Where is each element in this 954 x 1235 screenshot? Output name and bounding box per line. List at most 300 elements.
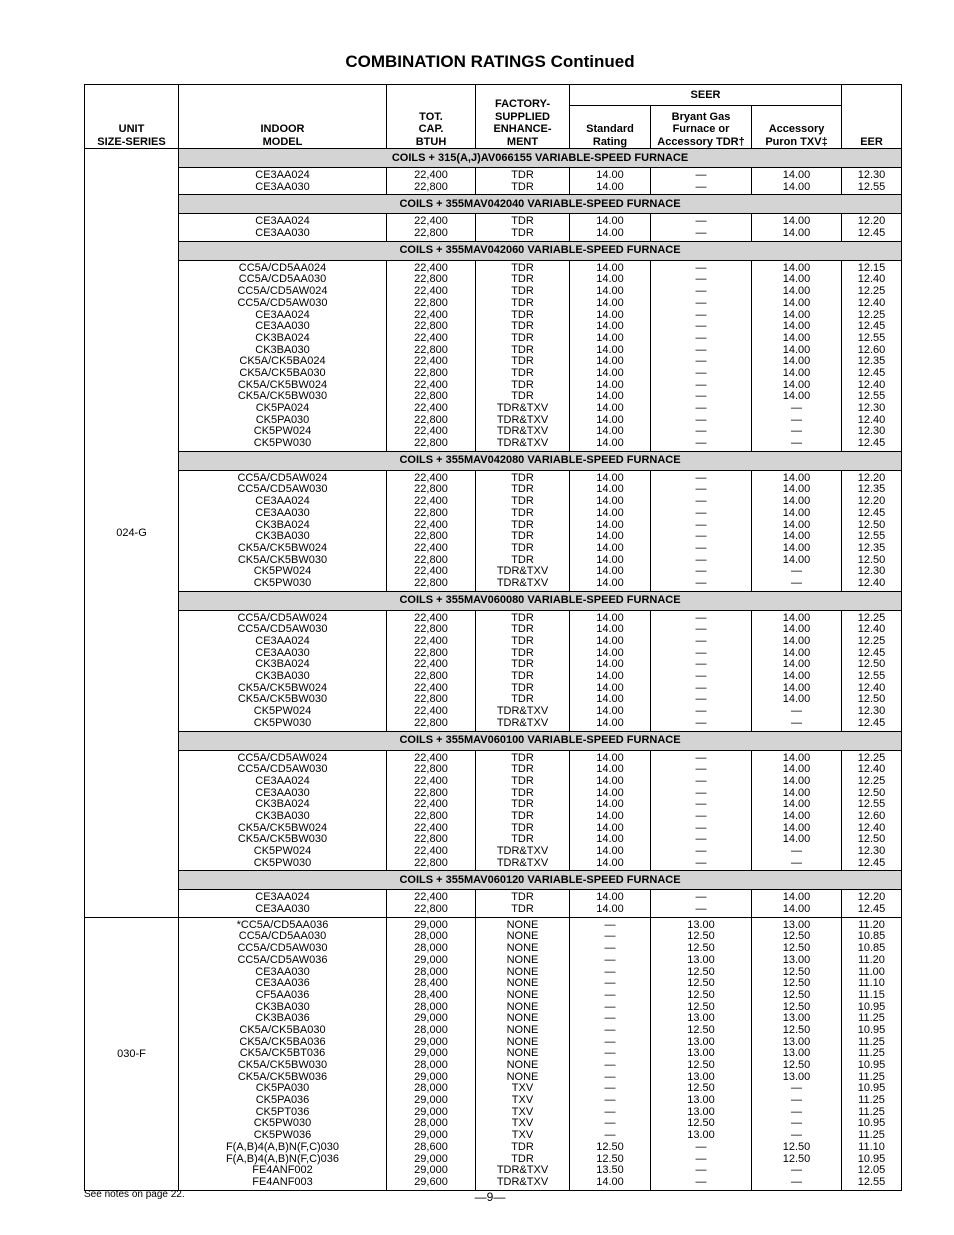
table-cell: 12.40 xyxy=(857,273,886,286)
table-cell: TDR xyxy=(511,471,534,484)
table-cell: — xyxy=(695,903,707,916)
table-cell: 12.20 xyxy=(857,215,886,228)
table-cell: 14.00 xyxy=(596,809,624,822)
table-cell: 14.00 xyxy=(596,553,624,566)
table-cell: 22,400 xyxy=(414,635,448,647)
indoor-model-cell xyxy=(179,890,387,917)
table-cell: 14.00 xyxy=(596,285,624,298)
table-cell: 14.00 xyxy=(596,903,624,916)
table-cell: 13.00 xyxy=(782,1012,811,1025)
model-group-row xyxy=(85,610,902,731)
standard-rating-cell xyxy=(570,260,651,451)
eer-cell xyxy=(842,470,902,591)
table-cell: 22,800 xyxy=(414,763,448,776)
table-cell: — xyxy=(695,1175,707,1188)
table-cell: 14.00 xyxy=(782,331,811,344)
table-cell: — xyxy=(604,1059,616,1071)
table-cell: 22,800 xyxy=(414,670,448,683)
table-cell: — xyxy=(791,1094,803,1107)
table-cell: 12.50 xyxy=(687,942,715,955)
table-cell: 12.30 xyxy=(857,845,886,857)
indoor-model-cell xyxy=(179,214,387,241)
table-cell: 29,000 xyxy=(414,1035,448,1048)
table-cell: 14.00 xyxy=(782,471,811,484)
table-cell: 29,000 xyxy=(414,1129,448,1142)
section-header-row xyxy=(85,195,902,214)
section-header-row xyxy=(85,149,902,168)
table-cell: TDR xyxy=(511,506,534,519)
table-cell: — xyxy=(695,1164,707,1177)
table-cell: — xyxy=(695,774,707,787)
table-cell: 11.00 xyxy=(858,965,885,978)
table-cell: 14.00 xyxy=(782,798,811,811)
table-cell: — xyxy=(695,273,707,286)
table-cell: 22,400 xyxy=(414,821,448,834)
table-cell: 14.00 xyxy=(596,402,624,414)
table-cell: 14.00 xyxy=(782,833,811,846)
seer-header: SEER xyxy=(570,85,842,106)
table-cell: TDR xyxy=(511,273,534,286)
table-cell: — xyxy=(604,1047,616,1060)
table-cell: 13.00 xyxy=(782,1035,811,1048)
indoor-model-cell xyxy=(179,750,387,871)
table-cell: 12.60 xyxy=(857,343,886,356)
table-cell: NONE xyxy=(506,965,539,978)
table-cell: 12.40 xyxy=(857,681,886,694)
table-cell: — xyxy=(791,1105,803,1118)
table-cell: 12.55 xyxy=(857,798,886,811)
table-cell: 12.35 xyxy=(857,541,886,554)
table-cell: CK5PW024 xyxy=(253,845,312,857)
table-cell: CK5PW024 xyxy=(253,425,312,438)
table-cell: 10.85 xyxy=(857,930,886,943)
table-cell: — xyxy=(695,495,707,508)
table-cell: 12.40 xyxy=(857,296,886,309)
table-cell: 12.50 xyxy=(857,553,886,566)
table-cell: 11.25 xyxy=(858,1035,885,1048)
table-cell: — xyxy=(695,1152,707,1165)
standard-rating-cell xyxy=(570,168,651,195)
table-cell: — xyxy=(695,180,707,193)
table-cell: 12.55 xyxy=(857,331,886,344)
section-header-row xyxy=(85,241,902,260)
header-row-top xyxy=(85,85,902,106)
table-cell: — xyxy=(604,1023,616,1036)
table-cell: 22,800 xyxy=(414,366,448,379)
table-cell: 11.20 xyxy=(858,918,885,931)
table-cell: 14.00 xyxy=(596,774,624,787)
table-cell: TDR xyxy=(511,530,534,543)
table-cell: CK5A/CK5BW030 xyxy=(237,833,328,846)
table-cell: 22,400 xyxy=(414,611,448,624)
table-cell: 14.00 xyxy=(782,180,811,193)
table-cell: TXV xyxy=(511,1105,534,1118)
table-cell: CK5PW024 xyxy=(253,565,312,578)
table-cell: 14.00 xyxy=(782,366,811,379)
table-cell: CE3AA030 xyxy=(255,646,310,659)
table-cell: 22,800 xyxy=(414,786,448,799)
table-cell: 12.40 xyxy=(857,378,886,391)
table-cell: — xyxy=(604,1035,616,1048)
table-cell: 14.00 xyxy=(782,215,811,228)
table-cell: — xyxy=(695,506,707,519)
table-cell: TDR xyxy=(511,798,534,811)
table-cell: 22,400 xyxy=(414,681,448,694)
table-cell: FE4ANF002 xyxy=(252,1164,313,1177)
eer-cell xyxy=(842,260,902,451)
capacity-cell xyxy=(387,750,476,871)
table-cell: CK5A/CK5BA024 xyxy=(239,355,326,368)
table-cell: 12.50 xyxy=(782,930,811,943)
table-cell: TXV xyxy=(511,1129,534,1142)
capacity-cell xyxy=(387,260,476,451)
table-cell: 14.00 xyxy=(596,366,624,379)
standard-rating-cell xyxy=(570,470,651,591)
table-cell: 12.45 xyxy=(857,506,886,519)
table-cell: CK5PA024 xyxy=(255,402,310,414)
table-cell: 13.00 xyxy=(782,918,811,931)
table-cell: TDR xyxy=(511,611,534,624)
table-cell: CE3AA036 xyxy=(255,977,310,990)
table-cell: 22,800 xyxy=(414,530,448,543)
table-cell: 11.20 xyxy=(858,953,885,966)
table-cell: 22,400 xyxy=(414,774,448,787)
table-cell: 12.45 xyxy=(857,437,886,450)
table-cell: 22,800 xyxy=(414,693,448,706)
table-cell: 22,400 xyxy=(414,565,448,578)
table-cell: 12.50 xyxy=(687,1023,715,1036)
table-cell: 12.55 xyxy=(857,670,886,683)
table-cell: — xyxy=(695,786,707,799)
table-cell: TDR&TXV xyxy=(496,705,549,718)
table-cell: CC5A/CD5AW030 xyxy=(237,942,328,955)
table-cell: 11.10 xyxy=(858,1140,885,1153)
table-cell: NONE xyxy=(506,977,539,990)
table-cell: 14.00 xyxy=(782,658,811,671)
table-cell: 12.50 xyxy=(782,965,811,978)
indoor-model-cell xyxy=(179,260,387,451)
table-cell: TDR xyxy=(511,774,534,787)
table-cell: 12.55 xyxy=(857,180,886,193)
table-cell: CK3BA030 xyxy=(255,809,310,822)
model-group-row xyxy=(85,168,902,195)
table-cell: 14.00 xyxy=(782,227,811,240)
table-cell: — xyxy=(791,576,803,589)
bryant-furnace-cell xyxy=(651,168,752,195)
table-cell: 14.00 xyxy=(596,821,624,834)
table-cell: NONE xyxy=(506,1023,539,1036)
table-cell: 22,400 xyxy=(414,658,448,671)
table-cell: NONE xyxy=(506,942,539,955)
table-cell: 13.00 xyxy=(687,1129,715,1142)
bryant-furnace-cell xyxy=(651,470,752,591)
table-cell: 13.00 xyxy=(782,1047,811,1060)
table-cell: 28,000 xyxy=(414,942,448,955)
total-capacity-header: TOT. CAP. BTUH xyxy=(387,85,476,149)
table-cell: 14.00 xyxy=(596,495,624,508)
table-cell: 14.00 xyxy=(782,623,811,636)
table-cell: 14.00 xyxy=(782,169,811,181)
table-cell: NONE xyxy=(506,918,539,931)
table-cell: CK5A/CK5BW024 xyxy=(237,681,328,694)
table-cell: — xyxy=(791,845,803,857)
table-cell: CC5A/CD5AA024 xyxy=(238,261,327,274)
table-cell: TDR xyxy=(511,891,534,904)
table-cell: 28,400 xyxy=(414,977,448,990)
table-cell: F(A,B)4(A,B)N(F,C)036 xyxy=(225,1152,340,1165)
table-cell: — xyxy=(695,261,707,274)
table-cell: 12.40 xyxy=(857,821,886,834)
table-cell: 13.00 xyxy=(687,1012,715,1025)
table-cell: — xyxy=(604,1117,616,1130)
table-cell: CE3AA024 xyxy=(255,891,310,904)
table-cell: TDR xyxy=(511,285,534,298)
table-cell: CK3BA030 xyxy=(255,1000,310,1013)
accessory-txv-cell xyxy=(752,214,842,241)
eer-header: EER xyxy=(842,85,902,149)
table-cell: CK3BA024 xyxy=(255,518,310,531)
section-header-row xyxy=(85,871,902,890)
table-cell: 12.30 xyxy=(857,565,886,578)
unit-size-cell: 030-F xyxy=(85,917,179,1190)
table-cell: F(A,B)4(A,B)N(F,C)030 xyxy=(225,1140,340,1153)
table-cell: NONE xyxy=(506,988,539,1001)
table-cell: CK5PW030 xyxy=(253,576,312,589)
enhancement-cell xyxy=(476,470,570,591)
accessory-txv-cell xyxy=(752,470,842,591)
table-cell: NONE xyxy=(506,1059,539,1071)
table-cell: — xyxy=(695,331,707,344)
table-cell: CK5PW030 xyxy=(253,437,312,450)
table-cell: TDR&TXV xyxy=(496,413,549,426)
table-cell: TDR xyxy=(511,786,534,799)
section-header-row xyxy=(85,451,902,470)
indoor-model-header: INDOOR MODEL xyxy=(179,85,387,149)
table-cell: — xyxy=(791,1164,803,1177)
table-cell: 12.25 xyxy=(857,285,886,298)
capacity-cell xyxy=(387,470,476,591)
table-cell: 14.00 xyxy=(782,786,811,799)
table-cell: — xyxy=(695,705,707,718)
table-cell: CK3BA024 xyxy=(255,331,310,344)
table-cell: TDR&TXV xyxy=(496,437,549,450)
table-cell: 14.00 xyxy=(782,495,811,508)
table-cell: CK3BA030 xyxy=(255,343,310,356)
table-cell: — xyxy=(695,693,707,706)
table-cell: CK5A/CK5BT036 xyxy=(239,1047,326,1060)
table-cell: 14.00 xyxy=(596,227,624,240)
table-cell: 12.30 xyxy=(857,425,886,438)
table-cell: 12.50 xyxy=(687,965,715,978)
table-cell: — xyxy=(695,658,707,671)
table-cell: — xyxy=(604,918,616,931)
table-cell: TXV xyxy=(511,1082,534,1095)
table-cell: — xyxy=(791,1082,803,1095)
table-cell: TDR xyxy=(511,495,534,508)
table-cell: TDR xyxy=(511,483,534,496)
table-cell: 13.50 xyxy=(596,1164,624,1177)
table-cell: NONE xyxy=(506,930,539,943)
table-cell: 14.00 xyxy=(782,355,811,368)
table-cell: 12.50 xyxy=(857,833,886,846)
table-cell: 22,800 xyxy=(414,553,448,566)
ratings-body xyxy=(85,149,902,1191)
table-cell: 14.00 xyxy=(596,331,624,344)
capacity-cell xyxy=(387,168,476,195)
standard-rating-cell xyxy=(570,917,651,1190)
table-cell: 12.50 xyxy=(857,658,886,671)
table-cell: 22,400 xyxy=(414,261,448,274)
unit-size-cell: 024-G xyxy=(85,149,179,918)
table-cell: 11.25 xyxy=(858,1012,885,1025)
accessory-txv-cell xyxy=(752,917,842,1190)
eer-cell xyxy=(842,890,902,917)
table-cell: — xyxy=(695,402,707,414)
table-cell: 12.25 xyxy=(857,308,886,321)
table-cell: TDR xyxy=(511,1152,534,1165)
table-cell: — xyxy=(604,1094,616,1107)
table-cell: 14.00 xyxy=(782,670,811,683)
standard-rating-cell xyxy=(570,610,651,731)
table-cell: 22,400 xyxy=(414,331,448,344)
table-cell: 12.50 xyxy=(782,1059,811,1071)
table-cell: 11.25 xyxy=(858,1094,885,1107)
table-cell: CC5A/CD5AW036 xyxy=(237,953,328,966)
table-cell: *CC5A/CD5AA036 xyxy=(236,918,329,931)
table-cell: CK5A/CK5BW036 xyxy=(237,1070,328,1083)
table-cell: 14.00 xyxy=(782,903,811,916)
table-cell: CE3AA030 xyxy=(255,180,310,193)
table-cell: 12.50 xyxy=(782,1140,811,1153)
table-cell: CC5A/CD5AA030 xyxy=(238,273,327,286)
table-cell: — xyxy=(604,965,616,978)
table-cell: 12.50 xyxy=(687,1059,715,1071)
table-cell: NONE xyxy=(506,1047,539,1060)
table-cell: 14.00 xyxy=(596,716,624,729)
table-cell: 14.00 xyxy=(782,390,811,403)
table-cell: TDR&TXV xyxy=(496,1175,549,1188)
table-cell: 22,400 xyxy=(414,355,448,368)
table-cell: — xyxy=(604,1105,616,1118)
table-cell: TDR xyxy=(511,180,534,193)
table-cell: FE4ANF003 xyxy=(252,1175,313,1188)
accessory-txv-cell xyxy=(752,890,842,917)
table-cell: 28,000 xyxy=(414,1059,448,1071)
table-cell: 14.00 xyxy=(782,261,811,274)
table-cell: 22,400 xyxy=(414,705,448,718)
table-cell: 11.25 xyxy=(858,1047,885,1060)
table-cell: 12.20 xyxy=(857,471,886,484)
table-cell: — xyxy=(695,471,707,484)
table-cell: — xyxy=(791,437,803,450)
table-cell: 14.00 xyxy=(596,343,624,356)
table-cell: 12.55 xyxy=(857,390,886,403)
table-cell: 14.00 xyxy=(782,483,811,496)
table-cell: 14.00 xyxy=(596,845,624,857)
model-group-row xyxy=(85,260,902,451)
table-cell: CK5PW036 xyxy=(253,1129,312,1142)
section-header-row xyxy=(85,591,902,610)
eer-cell xyxy=(842,750,902,871)
table-cell: 13.00 xyxy=(687,1105,715,1118)
table-cell: 12.50 xyxy=(857,693,886,706)
table-cell: 22,400 xyxy=(414,541,448,554)
table-cell: 22,400 xyxy=(414,378,448,391)
table-cell: 13.00 xyxy=(687,1070,715,1083)
table-cell: 28,000 xyxy=(414,1082,448,1095)
table-cell: 12.25 xyxy=(857,611,886,624)
table-cell: CK5PA036 xyxy=(255,1094,310,1107)
table-cell: NONE xyxy=(506,1000,539,1013)
table-cell: 14.00 xyxy=(596,180,624,193)
table-cell: 14.00 xyxy=(596,751,624,764)
table-cell: 13.00 xyxy=(687,1094,715,1107)
table-cell: TDR xyxy=(511,169,534,181)
indoor-model-cell xyxy=(179,610,387,731)
table-cell: 14.00 xyxy=(596,658,624,671)
table-cell: 22,800 xyxy=(414,716,448,729)
table-cell: TDR xyxy=(511,833,534,846)
enhancement-cell xyxy=(476,214,570,241)
table-cell: — xyxy=(695,425,707,438)
table-cell: TDR xyxy=(511,809,534,822)
table-cell: 22,800 xyxy=(414,506,448,519)
table-cell: — xyxy=(695,646,707,659)
table-cell: CK3BA024 xyxy=(255,658,310,671)
table-cell: TDR xyxy=(511,670,534,683)
table-cell: TDR xyxy=(511,693,534,706)
table-cell: 11.25 xyxy=(858,1129,885,1142)
table-cell: 12.50 xyxy=(596,1140,624,1153)
table-cell: — xyxy=(695,611,707,624)
standard-rating-header: Standard Rating xyxy=(570,106,651,149)
table-cell: 12.30 xyxy=(857,705,886,718)
table-cell: 22,400 xyxy=(414,518,448,531)
enhancement-cell xyxy=(476,890,570,917)
table-cell: 22,800 xyxy=(414,833,448,846)
table-cell: TDR xyxy=(511,390,534,403)
table-cell: — xyxy=(604,953,616,966)
table-cell: — xyxy=(695,565,707,578)
table-cell: 14.00 xyxy=(596,635,624,647)
table-cell: 29,000 xyxy=(414,1012,448,1025)
table-cell: 29,000 xyxy=(414,1070,448,1083)
table-cell: — xyxy=(604,1012,616,1025)
table-cell: — xyxy=(695,215,707,228)
table-cell: 14.00 xyxy=(596,681,624,694)
table-cell: — xyxy=(604,1070,616,1083)
table-cell: — xyxy=(695,751,707,764)
table-cell: 29,000 xyxy=(414,1105,448,1118)
bryant-furnace-cell xyxy=(651,890,752,917)
table-cell: CC5A/CD5AA030 xyxy=(238,930,327,943)
bryant-furnace-cell xyxy=(651,917,752,1190)
table-cell: 22,800 xyxy=(414,856,448,869)
table-cell: — xyxy=(604,930,616,943)
table-cell: 22,400 xyxy=(414,495,448,508)
table-cell: 12.25 xyxy=(857,751,886,764)
eer-cell xyxy=(842,610,902,731)
table-cell: — xyxy=(604,988,616,1001)
indoor-model-cell xyxy=(179,470,387,591)
table-cell: 12.35 xyxy=(857,355,886,368)
table-cell: 14.00 xyxy=(782,763,811,776)
table-cell: 12.55 xyxy=(857,1175,886,1188)
table-cell: — xyxy=(791,402,803,414)
table-cell: TDR xyxy=(511,366,534,379)
table-cell: — xyxy=(695,366,707,379)
table-cell: 14.00 xyxy=(596,1175,624,1188)
